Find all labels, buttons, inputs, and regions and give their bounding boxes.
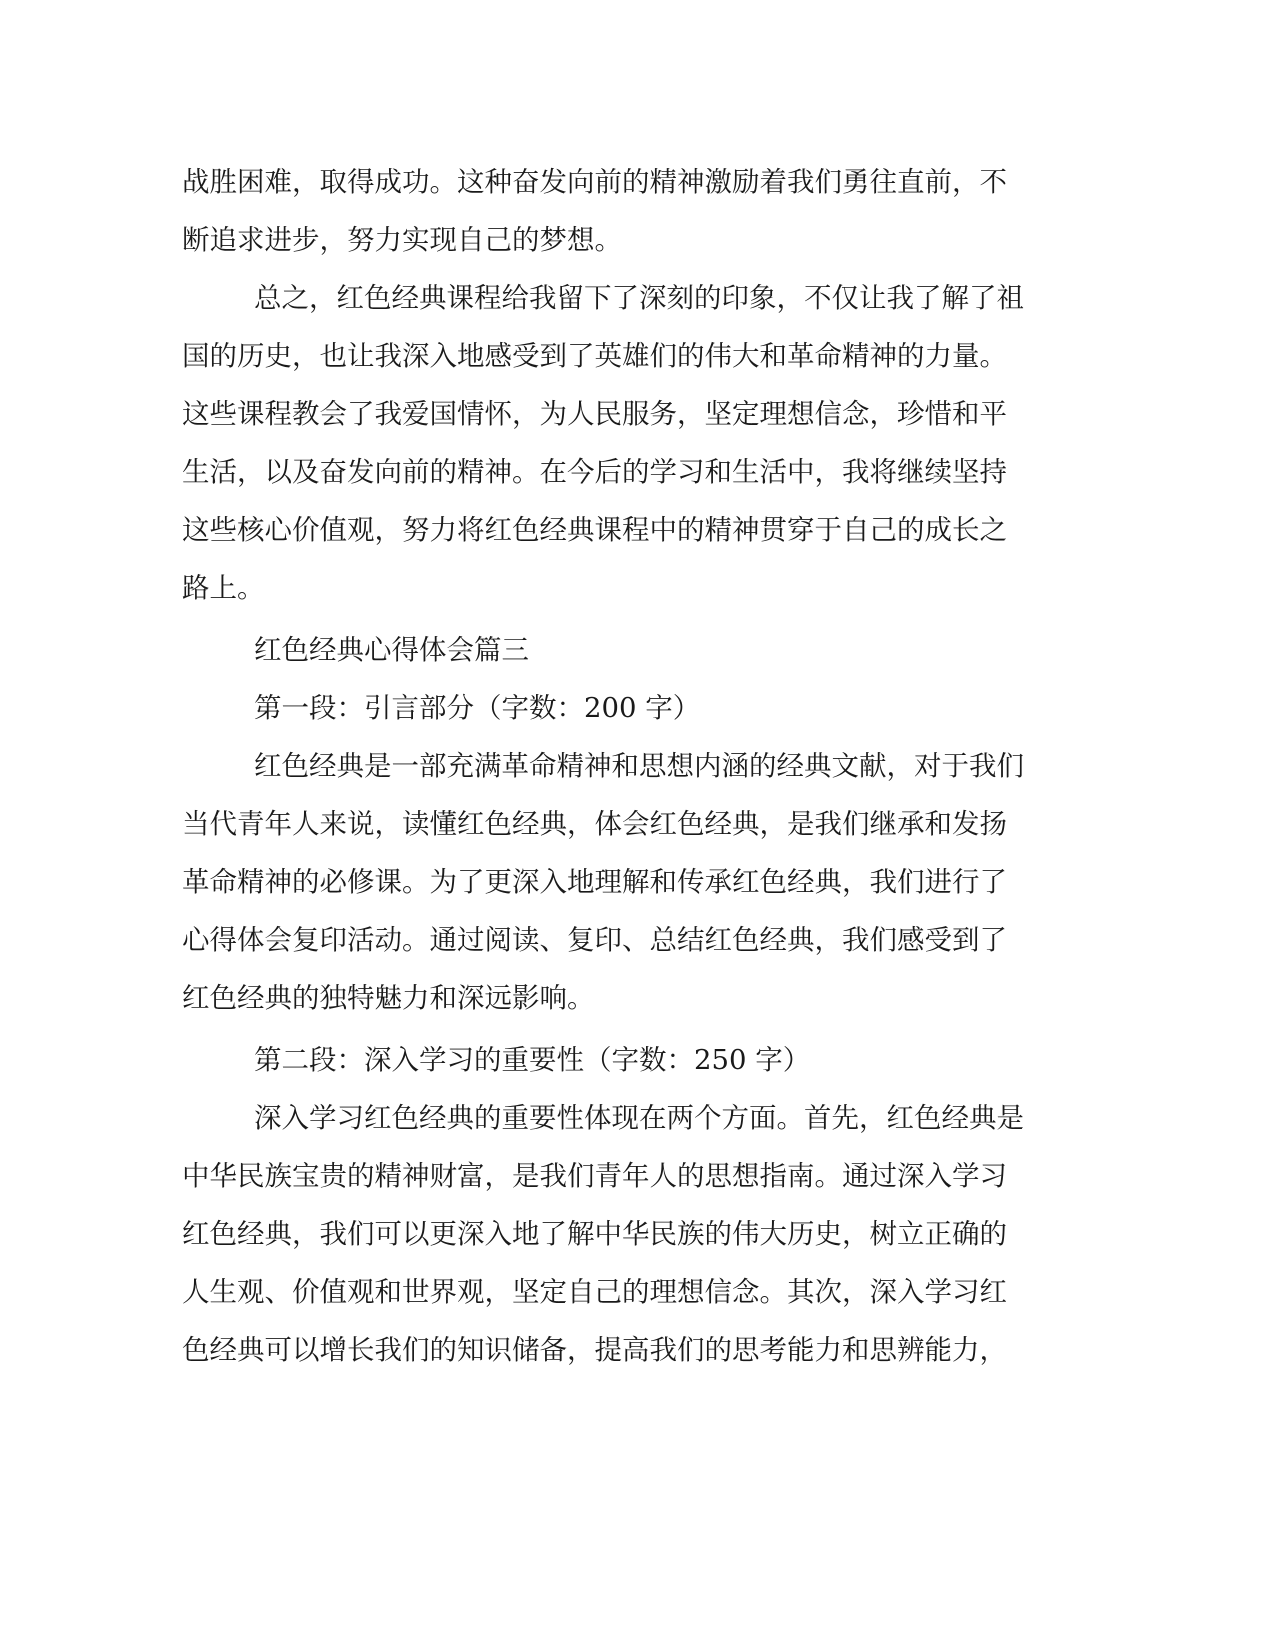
text-line: 这些课程教会了我爱国情怀，为人民服务，坚定理想信念，珍惜和平 [182, 398, 1007, 430]
subheading: 第一段：引言部分（字数：200 字） [254, 692, 701, 724]
text-line: 革命精神的必修课。为了更深入地理解和传承红色经典，我们进行了 [182, 866, 1007, 898]
text-line: 心得体会复印活动。通过阅读、复印、总结红色经典，我们感受到了 [182, 924, 1007, 956]
text-line: 断追求进步，努力实现自己的梦想。 [182, 224, 622, 256]
paragraph-start: 总之，红色经典课程给我留下了深刻的印象，不仅让我了解了祖 [254, 282, 1024, 314]
text-line: 色经典可以增长我们的知识储备，提高我们的思考能力和思辨能力， [182, 1334, 1007, 1366]
text-line: 红色经典的独特魅力和深远影响。 [182, 982, 595, 1014]
text-line: 当代青年人来说，读懂红色经典，体会红色经典，是我们继承和发扬 [182, 808, 1007, 840]
text-line: 生活，以及奋发向前的精神。在今后的学习和生活中，我将继续坚持 [182, 456, 1007, 488]
text-line: 路上。 [182, 572, 265, 604]
text-line: 中华民族宝贵的精神财富，是我们青年人的思想指南。通过深入学习 [182, 1160, 1007, 1192]
section-title: 红色经典心得体会篇三 [254, 634, 529, 666]
text-line: 红色经典，我们可以更深入地了解中华民族的伟大历史，树立正确的 [182, 1218, 1007, 1250]
text-line: 人生观、价值观和世界观，坚定自己的理想信念。其次，深入学习红 [182, 1276, 1007, 1308]
subheading: 第二段：深入学习的重要性（字数：250 字） [254, 1044, 811, 1076]
paragraph-start: 红色经典是一部充满革命精神和思想内涵的经典文献，对于我们 [254, 750, 1024, 782]
text-line: 这些核心价值观，努力将红色经典课程中的精神贯穿于自己的成长之 [182, 514, 1007, 546]
text-line: 国的历史，也让我深入地感受到了英雄们的伟大和革命精神的力量。 [182, 340, 1007, 372]
text-line: 战胜困难，取得成功。这种奋发向前的精神激励着我们勇往直前，不 [182, 166, 1007, 198]
paragraph-start: 深入学习红色经典的重要性体现在两个方面。首先，红色经典是 [254, 1102, 1024, 1134]
